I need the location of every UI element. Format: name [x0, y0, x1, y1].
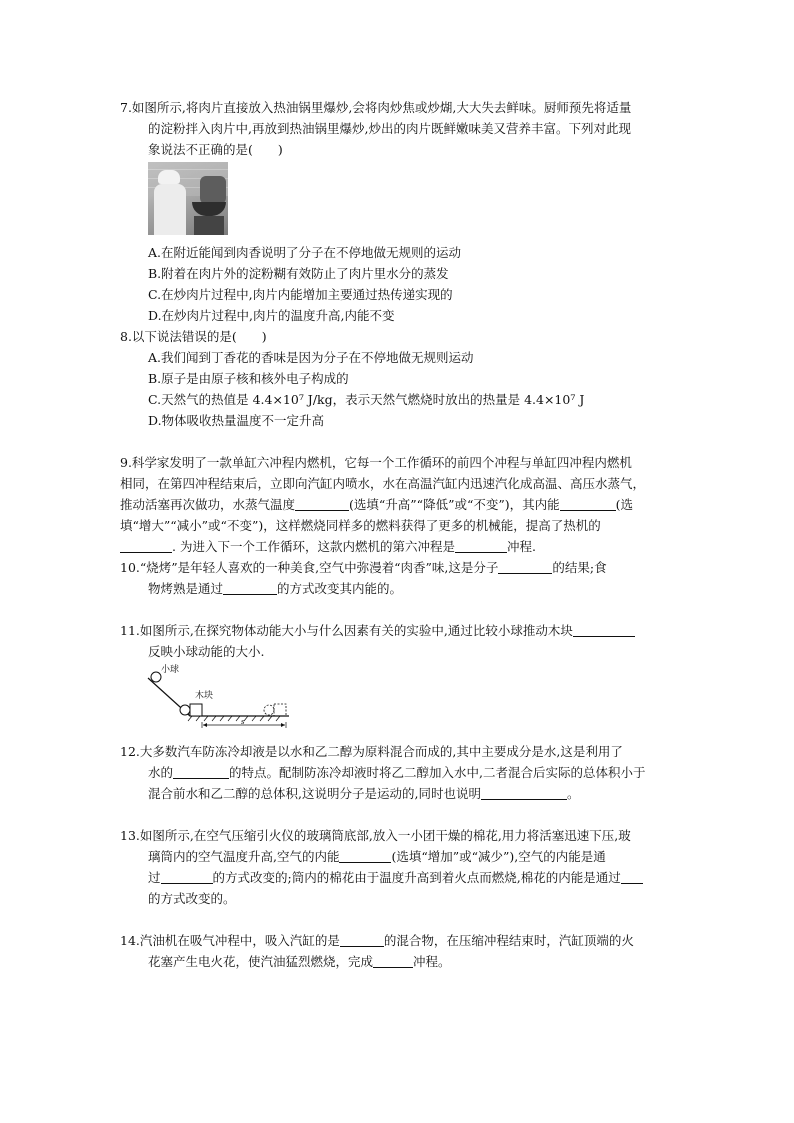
q9-text: 冲程.	[506, 539, 536, 554]
q12-line-3	[148, 783, 579, 804]
q8-option-b: B.原子是由原子核和核外电子构成的	[148, 371, 349, 386]
q13-line-1: 13.如图所示,在空气压缩引火仪的玻璃筒底部,放入一小团干燥的棉花,用力将活塞迅速下压,玻	[120, 828, 631, 843]
q11-line-1	[120, 620, 635, 641]
q14-line-1	[120, 930, 634, 951]
q13-text: 的方式改变的;筒内的棉花由于温度升高到着火点而燃烧,棉花的内能是通过	[212, 870, 621, 885]
q7-line-1: 7.如图所示,将肉片直接放入热油锅里爆炒,会将肉炒焦或炒煳,大大失去鲜味。厨师预先将适量	[120, 100, 632, 115]
q13-line-4: 的方式改变的。	[148, 891, 236, 906]
q8-option-c: C.天然气的热值是 4.4×10⁷ J/kg，表示天然气燃烧时放出的热量是 4.4×10⁷ J	[148, 392, 585, 407]
q12-text: 。	[566, 786, 580, 801]
answer-blank[interactable]	[621, 869, 643, 884]
answer-blank[interactable]	[120, 538, 172, 553]
q13-line-3	[148, 867, 643, 888]
q12-text: 混合前水和乙二醇的总体积,这说明分子是运动的,同时也说明	[148, 786, 481, 801]
answer-blank[interactable]	[223, 580, 277, 595]
q7-option-a: A.在附近能闻到肉香说明了分子在不停地做无规则的运动	[148, 245, 462, 260]
q9-line-2: 相同，在第四冲程结束后，立即向汽缸内喷水，水在高温汽缸内迅速汽化成高温、高压水蒸气，	[120, 476, 646, 491]
q9-line-3	[120, 494, 633, 515]
answer-blank[interactable]	[295, 496, 349, 511]
q10-line-1	[120, 557, 607, 578]
q9-line-4: 填“增大”“减小”或“不变”)，这样燃烧同样多的燃料获得了更多的机械能，提高了热机的	[120, 518, 601, 533]
q9-text: (选	[615, 497, 634, 512]
answer-blank[interactable]	[560, 496, 616, 511]
q8-option-d: D.物体吸收热量温度不一定升高	[148, 413, 325, 428]
answer-blank[interactable]	[339, 848, 391, 863]
answer-blank[interactable]	[455, 538, 507, 553]
block-label: 木块	[195, 691, 214, 701]
q9-text: 推动活塞再次做功，水蒸气温度	[120, 497, 296, 512]
q12-line-1: 12.大多数汽车防冻冷却液是以水和乙二醇为原料混合而成的,其中主要成分是水,这是利用了	[120, 744, 623, 759]
q14-text: 的混合物，在压缩冲程结束时，汽缸顶端的火	[383, 933, 634, 948]
q12-text: 水的	[148, 765, 174, 780]
ramp-block-diagram	[146, 664, 296, 732]
distance-label: s	[241, 718, 245, 726]
q14-line-2	[148, 951, 451, 972]
answer-blank[interactable]	[173, 764, 229, 779]
q9-line-1: 9.科学家发明了一款单缸六冲程内燃机，它每一个工作循环的前四个冲程与单缸四冲程内燃机	[120, 455, 632, 470]
q13-text: (选填“增加”或“减少”),空气的内能是通	[391, 849, 606, 864]
answer-blank[interactable]	[373, 953, 413, 968]
q10-line-2	[148, 578, 402, 599]
q7-option-b: B.附着在肉片外的淀粉糊有效防止了肉片里水分的蒸发	[148, 266, 449, 281]
q13-text: 璃筒内的空气温度升高,空气的内能	[148, 849, 340, 864]
q10-text: 物烤熟是通过	[148, 581, 224, 596]
q13-line-2	[148, 846, 606, 867]
answer-blank[interactable]	[481, 785, 567, 800]
ball-label: 小球	[161, 665, 180, 675]
q8-option-a: A.我们闻到丁香花的香味是因为分子在不停地做无规则运动	[148, 350, 474, 365]
answer-blank[interactable]	[573, 622, 635, 637]
answer-blank[interactable]	[498, 559, 552, 574]
q7-option-c: C.在炒肉片过程中,肉片内能增加主要通过热传递实现的	[148, 287, 453, 302]
q8-stem: 8.以下说法错误的是( )	[120, 329, 267, 344]
q9-text: . 为进入下一个工作循环，这款内燃机的第六冲程是	[172, 539, 455, 554]
q7-line-3: 象说法不正确的是( )	[148, 142, 283, 157]
q10-text: 的方式改变其内能的。	[277, 581, 403, 596]
q11-line-2: 反映小球动能的大小.	[148, 644, 265, 659]
chef-cooking-photo	[148, 162, 228, 235]
q12-line-2	[148, 762, 646, 783]
q7-option-d: D.在炒肉片过程中,肉片的温度升高,内能不变	[148, 308, 395, 323]
q9-text: (选填“升高”“降低”或“不变”)，其内能	[349, 497, 560, 512]
q14-text: 花塞产生电火花，使汽油猛烈燃烧，完成	[148, 954, 374, 969]
q10-text: 10.“烧烤”是年轻人喜欢的一种美食,空气中弥漫着“肉香”味,这是分子	[120, 560, 499, 575]
q13-text: 过	[148, 870, 161, 885]
q11-text: 11.如图所示,在探究物体动能大小与什么因素有关的实验中,通过比较小球推动木块	[120, 623, 573, 638]
q12-text: 的特点。配制防冻冷却液时将乙二醇加入水中,二者混合后实际的总体积小于	[229, 765, 646, 780]
q7-line-2: 的淀粉拌入肉片中,再放到热油锅里爆炒,炒出的肉片既鲜嫩味美又营养丰富。下列对此现	[148, 121, 631, 136]
answer-blank[interactable]	[340, 932, 384, 947]
q14-text: 冲程。	[413, 954, 451, 969]
q14-text: 14.汽油机在吸气冲程中，吸入汽缸的是	[120, 933, 340, 948]
q10-text: 的结果;食	[552, 560, 607, 575]
answer-blank[interactable]	[161, 869, 213, 884]
q9-line-5	[120, 536, 536, 557]
